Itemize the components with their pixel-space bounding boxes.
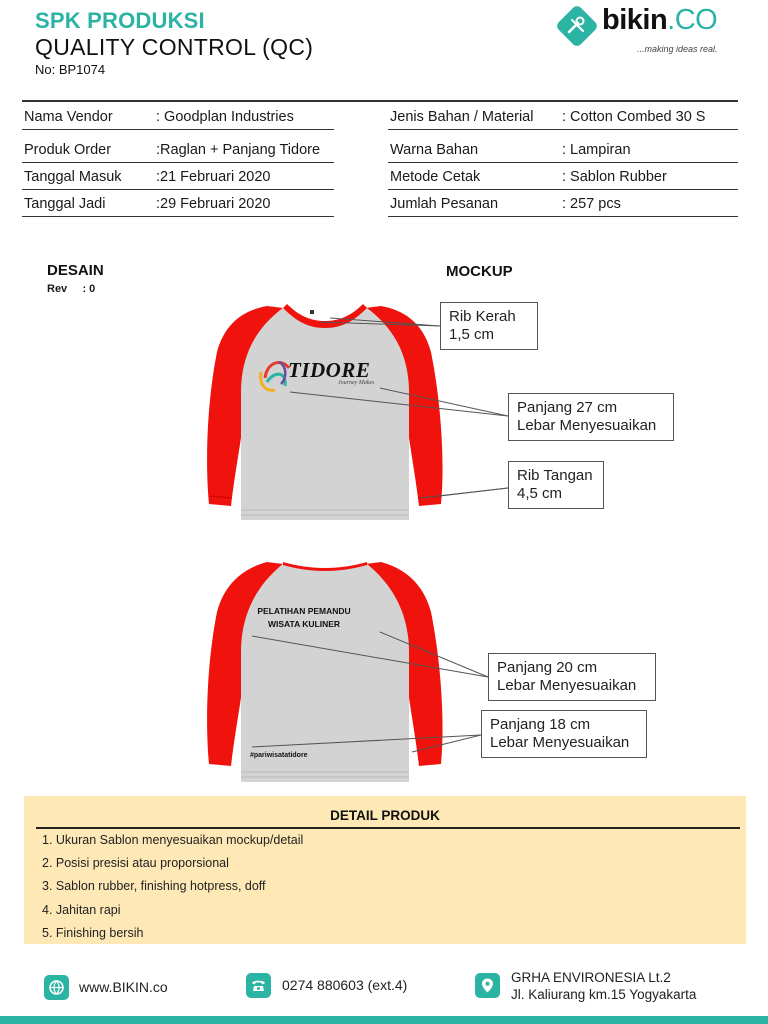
detail-item: 4. Jahitan rapi xyxy=(42,903,121,917)
info-label: Tanggal Jadi xyxy=(24,196,106,212)
info-value: : Goodplan Industries xyxy=(156,109,294,125)
info-value: :29 Februari 2020 xyxy=(156,196,271,212)
callout-back-hashtag-size: Panjang 18 cm Lebar Menyesuaikan xyxy=(481,710,647,758)
revision-label: Rev : 0 xyxy=(47,283,96,295)
info-label: Warna Bahan xyxy=(390,142,479,158)
location-pin-icon xyxy=(475,973,500,998)
design-heading: DESAIN xyxy=(47,262,104,279)
callout-rib-collar: Rib Kerah 1,5 cm xyxy=(440,302,538,350)
web-icon xyxy=(44,975,69,1000)
info-label: Nama Vendor xyxy=(24,109,113,125)
front-shirt-mockup xyxy=(195,292,455,522)
info-label: Produk Order xyxy=(24,142,112,158)
front-print-script: Journey Makes xyxy=(338,380,375,386)
info-label: Jumlah Pesanan xyxy=(390,196,499,212)
info-label: Metode Cetak xyxy=(390,169,481,185)
back-hashtag: #pariwisatatidore xyxy=(250,752,308,759)
phone-icon xyxy=(246,973,271,998)
page-title: SPK PRODUKSI xyxy=(35,8,205,33)
info-value: :21 Februari 2020 xyxy=(156,169,271,185)
mockup-heading: MOCKUP xyxy=(446,263,513,280)
logo-wordmark: bikin.CO xyxy=(602,4,718,36)
detail-item: 2. Posisi presisi atau proporsional xyxy=(42,856,229,870)
detail-item: 5. Finishing bersih xyxy=(42,926,144,940)
footer-phone[interactable]: 0274 880603 (ext.4) xyxy=(282,977,408,993)
detail-title: DETAIL PRODUK xyxy=(330,808,440,823)
detail-item: 3. Sablon rubber, finishing hotpress, doff xyxy=(42,879,266,893)
info-row-date-done xyxy=(22,191,334,217)
footer-website[interactable]: www.BIKIN.co xyxy=(79,979,168,995)
info-row-date-in xyxy=(22,164,334,190)
info-row-quantity xyxy=(388,191,738,217)
info-row-vendor xyxy=(22,104,334,130)
info-value: :Raglan + Panjang Tidore xyxy=(156,142,321,158)
info-value: : Sablon Rubber xyxy=(562,169,667,185)
callout-back-print-size: Panjang 20 cm Lebar Menyesuaikan xyxy=(488,653,656,701)
back-shirt-mockup xyxy=(195,556,455,786)
detail-produk-panel xyxy=(24,796,746,944)
footer-address: GRHA ENVIRONESIA Lt.2 Jl. Kaliurang km.15 Yogyakarta xyxy=(511,970,697,1002)
info-value: : Lampiran xyxy=(562,142,631,158)
info-label: Tanggal Masuk xyxy=(24,169,122,185)
info-row-fabric-color xyxy=(388,137,738,163)
front-print-text: TIDORE xyxy=(288,358,371,382)
document-number: No: BP1074 xyxy=(35,62,106,77)
info-row-product-order xyxy=(22,137,334,163)
page-subtitle: QUALITY CONTROL (QC) xyxy=(35,34,314,60)
callout-rib-cuff: Rib Tangan 4,5 cm xyxy=(508,461,604,509)
back-print-text: PELATIHAN PEMANDU WISATA KULINER xyxy=(257,606,351,629)
info-value: : Cotton Combed 30 S xyxy=(562,109,706,125)
logo-tagline: ...making ideas real. xyxy=(637,44,718,54)
info-label: Jenis Bahan / Material xyxy=(390,109,534,125)
info-table-top-rule xyxy=(22,100,738,102)
detail-item: 1. Ukuran Sablon menyesuaikan mockup/detail xyxy=(42,833,304,847)
shirt-body xyxy=(241,564,409,782)
footer-accent-bar xyxy=(0,1016,768,1024)
detail-rule xyxy=(36,827,740,829)
info-row-material xyxy=(388,104,738,130)
tools-icon xyxy=(566,16,588,36)
shirt-body xyxy=(241,308,409,520)
callout-front-print-size: Panjang 27 cm Lebar Menyesuaikan xyxy=(508,393,674,441)
info-value: : 257 pcs xyxy=(562,196,621,212)
company-logo xyxy=(557,6,747,58)
info-row-print-method xyxy=(388,164,738,190)
